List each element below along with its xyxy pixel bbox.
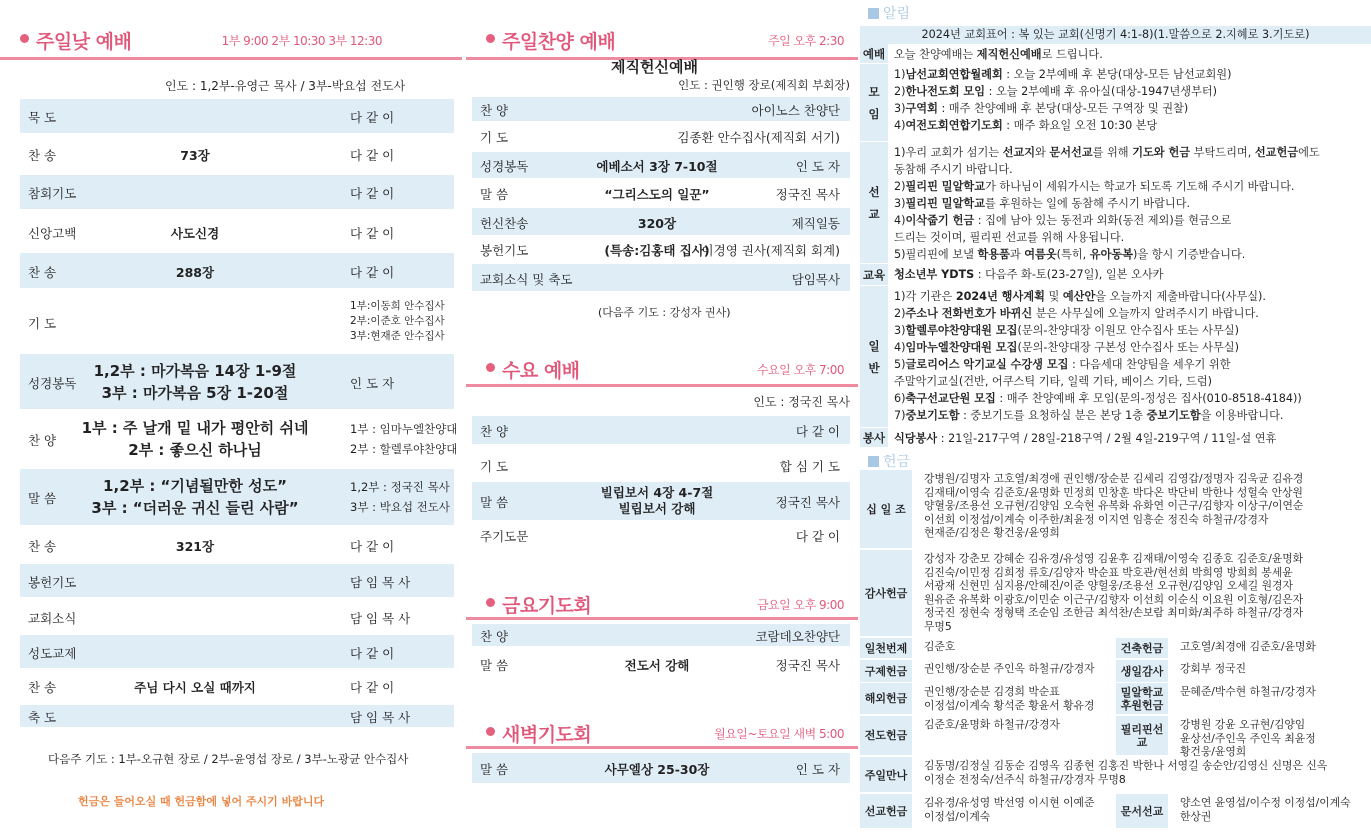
notice-category: 예배 — [860, 44, 888, 63]
offering-row — [1116, 794, 1371, 828]
text-line: 1부 : 주 날개 밑 내가 평안히 쉬네 — [81, 419, 309, 437]
offering-label: 감사헌금 — [860, 550, 912, 636]
order-label: 찬 송 — [28, 264, 57, 280]
order-row — [20, 600, 454, 633]
names-line: 양혈웅/조용선 오규현/김양임 오숙현 유복화 유화연 이근구/김향자 이상구/이연순 — [924, 499, 1304, 512]
order-content: 321장 — [175, 539, 215, 554]
order-label: 찬 양 — [480, 103, 509, 118]
order-content: 288장 — [175, 264, 215, 280]
divider — [466, 617, 858, 620]
names-line: 이선희 이정섭/이계숙 이주한/최윤정 이지연 임흥순 정진숙 하철규/강경자 — [924, 512, 1269, 526]
label-line: 후원헌금 — [1120, 698, 1164, 712]
text-line: 1부 : 임마누엘찬양대 — [350, 422, 458, 436]
category-char: 선 — [868, 184, 880, 199]
names-line: 강성자 강춘모 강혜순 김유경/유성영 김윤후 김재태/이영숙 김종호 김준호/윤명화 — [924, 552, 1304, 565]
notice-line: 1)각 기관은 2024년 행사계획 및 예산안을 오늘까지 제출바랍니다(사무실). — [894, 290, 1266, 303]
divider — [0, 57, 462, 60]
order-content: 사도신경 — [170, 225, 220, 241]
order-person: 이경영 권사(제직회 회계) — [701, 242, 840, 258]
category-char: 모 — [868, 84, 880, 99]
notice-line: 3)구역회 : 매주 찬양예배 후 본당(대상-모든 구역장 및 권찰) — [894, 102, 1189, 115]
notice-line: 2)주소나 전화번호가 바뀌신 분은 사무실에 오늘까지 알려주시기 바랍니다. — [894, 307, 1259, 320]
order-person: 다 같 이 — [350, 645, 395, 661]
wednesday-title: 수요 예배 — [502, 360, 580, 382]
names-line: 황건웅/윤영희 — [1180, 745, 1247, 758]
bullet-icon — [486, 598, 495, 607]
order-person: 다 같 이 — [350, 225, 395, 241]
order-person: 정국진 목사 — [775, 187, 840, 202]
wednesday-time: 수요일 오후 7:00 — [756, 363, 844, 377]
offering-row — [860, 683, 1114, 714]
order-row — [20, 253, 454, 288]
offering-label — [860, 716, 912, 755]
text-line: 2부 : 좋으신 하나님 — [128, 441, 262, 459]
order-row — [472, 124, 850, 148]
order-label: 말 씀 — [480, 495, 509, 510]
notice-line: 청소년부 YDTS : 다음주 화-토(23-27일), 일본 오사카 — [894, 268, 1164, 281]
notice-row — [860, 286, 1371, 428]
order-label: 봉헌기도 — [28, 574, 77, 590]
names-line: 이정순 전정숙/선주식 하철규/강경자 무명8 — [924, 772, 1126, 786]
names-line: 강병원/김명자 고호열/최경애 권인행/장순분 김세리 김영갑/정명자 김욱균 김유경 — [924, 472, 1304, 485]
offering-label: 주일만나 — [860, 757, 912, 792]
friday-title: 금요기도회 — [502, 595, 592, 617]
order-row — [20, 175, 454, 209]
order-label: 말 씀 — [480, 658, 509, 673]
order-row — [472, 152, 850, 178]
order-label: 기 도 — [480, 130, 509, 145]
label-line: 선교헌금 — [864, 804, 908, 818]
names-line: 정국진 정현숙 정형택 조순임 조한금 최석찬/손보람 최미화/최주하 하철규/강경자 — [924, 606, 1304, 619]
order-label: 교회소식 — [28, 610, 77, 626]
order-label: 찬 송 — [28, 539, 57, 554]
notice-line: 식당봉사 : 21일-217구역 / 28일-218구역 / 2월 4일-219구역 / 11일-설 연휴 — [894, 432, 1277, 445]
offering-label — [860, 794, 912, 828]
label-line: 밀알학교 — [1120, 685, 1164, 699]
notice-line: 4)임마누엘찬양대원 모집(문의-찬양대장 구본성 안수집사 또는 사무실) — [894, 341, 1239, 354]
square-icon — [868, 456, 879, 467]
order-row — [472, 97, 850, 121]
order-row — [20, 137, 454, 171]
offering-label — [860, 683, 912, 714]
praise-time: 주일 오후 2:30 — [768, 34, 844, 48]
order-row — [20, 99, 454, 133]
names-line: 윤상선/주인옥 주인옥 최윤정 — [1180, 731, 1316, 745]
offering-row — [860, 716, 1114, 755]
notice-body — [894, 66, 1367, 134]
order-person: 정국진 목사 — [775, 495, 840, 510]
names-line: 김준호/윤명화 하철규/강경자 — [924, 718, 1060, 731]
notice-row — [860, 264, 1371, 286]
names-line: 서광재 신현민 심지용/안혜진/이준 양헐웅/조용선 오규현/김양임 오세길 원경자 — [924, 579, 1293, 592]
category-char: 반 — [868, 360, 880, 375]
praise-leader: 인도 : 권인행 장로(제직회 부회장) — [678, 78, 850, 92]
order-person: 김종환 안수집사(제직회 서기) — [677, 130, 840, 145]
offering-row — [860, 470, 1371, 548]
notice-category: 봉사 — [860, 428, 888, 447]
names-line: 강병원 강윤 오규현/김양임 — [1180, 718, 1306, 731]
offering-names — [1180, 796, 1369, 823]
offering-names — [924, 685, 1112, 712]
notice-line: 4)여전도회연합기도회 : 매주 화요일 오전 10:30 본당 — [894, 119, 1158, 132]
names-line: 문혜준/박수현 하철규/강경자 — [1180, 685, 1316, 698]
bullet-icon — [486, 363, 495, 372]
text-line: 3부 : “더러운 귀신 들린 사람” — [91, 499, 299, 517]
order-content — [82, 417, 309, 461]
order-row — [20, 635, 454, 668]
order-label: 교회소식 및 축도 — [480, 271, 573, 287]
notice-body — [894, 144, 1367, 263]
order-row — [20, 527, 454, 563]
order-person — [350, 419, 457, 459]
order-person: 인 도 자 — [795, 762, 840, 777]
order-content — [94, 360, 297, 404]
notice-line: 4)이삭줍기 헌금 : 집에 남아 있는 동전과 외화(동전 제외)를 현금으로 — [894, 214, 1232, 227]
notice-line: 7)중보기도함 : 중보기도를 요청하실 분은 본당 1층 중보기도함을 이용바랍니다. — [894, 409, 1284, 422]
notice-body — [894, 266, 1367, 283]
notice-category — [860, 286, 888, 427]
offering-label — [1116, 716, 1168, 755]
order-person: 코람데오찬양단 — [755, 629, 840, 644]
dawn-header — [466, 717, 858, 745]
order-content: (특송:김홍태 집사) — [604, 242, 710, 258]
notice-row — [860, 428, 1371, 448]
order-label: 기 도 — [28, 315, 57, 331]
order-label: 찬 송 — [28, 148, 57, 163]
order-row — [472, 208, 850, 235]
category-char: 임 — [868, 106, 880, 121]
order-person: 제직일동 — [791, 215, 840, 231]
order-person: 합 심 기 도 — [779, 459, 840, 474]
notice-body — [894, 46, 1367, 63]
text-line: 1부:이동희 안수집사 — [350, 300, 445, 312]
order-person: 담 임 목 사 — [350, 574, 411, 590]
offering-label — [1116, 683, 1168, 714]
notice-body — [894, 430, 1367, 447]
order-row — [472, 264, 850, 291]
names-line: 강회부 정국진 — [1180, 662, 1247, 675]
text-line: 3부 : 마가복음 5장 1-20절 — [101, 383, 289, 402]
names-line: 김진숙/이민정 김희정 류호/김양자 박순표 박호관/현선희 박희영 방희희 봉세윤 — [924, 565, 1293, 579]
order-label: 말 씀 — [480, 187, 509, 202]
order-row — [20, 411, 458, 467]
offering-row — [1116, 638, 1371, 658]
notice-line: 3)할렐루야찬양대원 모집(문의-찬양대장 이원모 안수집사 또는 사무실) — [894, 324, 1239, 337]
category-char: 교 — [868, 206, 880, 221]
notice-header — [868, 3, 910, 21]
names-line: 권인행/장순분 김경희 박순표 — [924, 685, 1060, 698]
names-line: 한상권 — [1180, 809, 1212, 823]
order-label: 성경봉독 — [480, 159, 529, 174]
square-icon — [868, 8, 879, 19]
sunday-leader: 인도 : 1,2부-유영근 목사 / 3부-박요섭 전도사 — [165, 79, 406, 93]
order-row — [472, 416, 850, 444]
order-person: 다 같 이 — [795, 529, 840, 544]
order-label: 주기도문 — [480, 529, 529, 544]
order-row — [472, 753, 850, 783]
order-content: 사무엘상 25-30장 — [604, 762, 710, 777]
offering-label — [860, 660, 912, 682]
offering-label — [1116, 660, 1168, 682]
order-row — [20, 469, 454, 525]
order-person: 다 같 이 — [350, 110, 395, 125]
notice-line: 1)남선교회연합월례회 : 오늘 2부예배 후 본당(대상-모든 남선교회원) — [894, 68, 1232, 81]
text-line: 1,2부 : 정국진 목사 — [350, 480, 450, 494]
sunday-next-prayer: 다음주 기도 : 1부-오규현 장로 / 2부-윤영섭 장로 / 3부-노광균 안수집사 — [48, 752, 409, 766]
notice-category — [860, 64, 888, 141]
order-row — [472, 624, 850, 646]
offering-names — [924, 759, 1365, 786]
order-row — [20, 354, 454, 409]
order-person: 인 도 자 — [795, 159, 840, 174]
label-line: 구제헌금 — [864, 664, 908, 678]
text-line: 3부 : 박요섭 전도사 — [350, 500, 450, 514]
offering-row — [860, 757, 1371, 792]
sunday-header — [0, 24, 462, 52]
order-label: 신앙고백 — [28, 225, 77, 241]
praise-header — [466, 24, 858, 52]
names-line: 김유경/유성영 박선영 이시현 이예준 — [924, 796, 1095, 809]
notice-line: 2)한나전도회 모임 : 오늘 2부예배 후 유아실(대상-1947년생부터) — [894, 85, 1218, 98]
text-line: 2부:이준호 안수집사 — [350, 315, 445, 327]
notice-category: 교육 — [860, 264, 888, 285]
order-person: 다 같 이 — [350, 148, 395, 163]
sunday-title: 주일낮 예배 — [36, 31, 132, 53]
order-label: 말 씀 — [480, 762, 509, 777]
label-line: 필리핀선교 — [1120, 722, 1164, 749]
wednesday-leader: 인도 : 정국진 목사 — [753, 395, 850, 409]
sunday-time: 1부 9:00 2부 10:30 3부 12:30 — [221, 34, 382, 48]
order-person — [350, 477, 450, 517]
order-row — [472, 452, 850, 478]
order-row — [20, 669, 454, 703]
offering-title: 헌금 — [883, 454, 911, 470]
order-label: 봉헌기도 — [480, 242, 529, 258]
praise-subtitle: 제직헌신예배 — [611, 58, 698, 76]
offering-names — [1180, 718, 1369, 759]
offering-row — [1116, 683, 1371, 714]
text-line: 1,2부 : 마가복음 14장 1-9절 — [93, 361, 297, 380]
offering-names — [924, 640, 1112, 654]
names-line: 양소연 윤영섭/이수정 이정섭/이계숙 — [1180, 796, 1351, 809]
order-label: 말 씀 — [28, 491, 57, 506]
offering-row — [860, 638, 1114, 658]
bullet-icon — [20, 34, 29, 43]
order-label: 찬 양 — [28, 433, 57, 448]
label-line: 전도헌금 — [864, 729, 908, 742]
order-person: 다 같 이 — [350, 264, 395, 280]
order-row — [20, 292, 454, 351]
offering-label — [1116, 638, 1168, 658]
text-line: 1,2부 : “기념될만한 성도” — [103, 477, 287, 495]
order-row — [472, 180, 850, 206]
order-row — [472, 482, 850, 520]
order-label: 헌신찬송 — [480, 215, 529, 231]
notice-row — [860, 44, 1371, 64]
notice-line: 1)우리 교회가 섬기는 선교지와 문서선교를 위해 기도와 헌금 부탁드리며, 선교헌금에도 — [894, 146, 1320, 159]
category-char: 일 — [868, 338, 880, 353]
bullet-icon — [486, 727, 495, 736]
order-row — [472, 235, 850, 262]
names-line: 현재준/김정은 황건웅/윤영희 — [924, 526, 1060, 539]
order-person: 다 같 이 — [350, 539, 395, 554]
notice-body — [894, 288, 1367, 424]
order-content: 73장 — [180, 148, 210, 163]
order-label: 찬 송 — [28, 680, 57, 695]
wednesday-header — [466, 353, 858, 381]
order-content — [601, 485, 713, 517]
order-row — [472, 648, 850, 680]
offering-names — [1180, 640, 1369, 654]
offering-header — [868, 451, 910, 469]
notice-line: 동참해 주시기 바랍니다. — [894, 163, 1013, 176]
divider — [466, 384, 858, 387]
bullet-icon — [486, 34, 495, 43]
offering-row — [1116, 716, 1371, 758]
offering-row — [860, 660, 1114, 682]
divider — [466, 746, 858, 749]
notice-line: 드리는 것이며, 필리핀 선교를 위해 사용됩니다. — [894, 231, 1125, 244]
text-line: 빌립보서 4장 4-7절 — [600, 485, 714, 500]
notice-line: 3)필리핀 밀알학교를 후원하는 일에 동참해 주시기 바랍니다. — [894, 197, 1191, 210]
offering-names — [924, 552, 1365, 633]
order-person: 다 같 이 — [795, 424, 840, 439]
friday-time: 금요일 오후 9:00 — [756, 598, 844, 612]
offering-names — [924, 472, 1365, 540]
offering-label: 십 일 조 — [860, 470, 912, 548]
notice-row — [860, 64, 1371, 142]
order-person: 아이노스 찬양단 — [751, 103, 840, 118]
praise-title: 주일찬양 예배 — [502, 31, 616, 53]
text-line: 3부:현재준 안수집사 — [350, 330, 445, 342]
order-label: 성도교제 — [28, 645, 77, 661]
names-line: 이정섭/이계숙 — [924, 809, 991, 823]
order-person — [350, 299, 445, 344]
offering-label — [860, 638, 912, 658]
order-person: 다 같 이 — [350, 680, 395, 695]
order-person: 인 도 자 — [350, 375, 395, 391]
order-row — [20, 705, 454, 727]
label-line: 해외헌금 — [864, 692, 908, 705]
dawn-title: 새벽기도회 — [502, 724, 592, 746]
names-line: 권인행/장순분 주인옥 하철규/강경자 — [924, 662, 1095, 675]
order-label: 성경봉독 — [28, 375, 77, 391]
notice-line: 6)축구선교단원 모집 : 매주 찬양예배 후 모임(문의-정성은 집사(010-8518-4184)) — [894, 392, 1302, 405]
order-content: 에베소서 3장 7-10절 — [596, 159, 718, 174]
order-label: 기 도 — [480, 459, 509, 474]
notice-line: 5)글로리어스 악기교실 수강생 모집 : 다음세대 찬양팀을 세우기 위한 — [894, 358, 1231, 371]
notice-category — [860, 142, 888, 263]
order-person: 정국진 목사 — [775, 658, 840, 673]
text-line: 2부 : 할렐루야찬양대 — [350, 442, 458, 456]
notice-row — [860, 142, 1371, 264]
label-line: 생일감사 — [1120, 664, 1164, 678]
order-label: 축 도 — [28, 710, 57, 725]
offering-names — [924, 662, 1112, 676]
offering-row — [860, 550, 1371, 636]
order-row — [472, 522, 850, 548]
friday-header — [466, 588, 858, 616]
order-content: 주님 다시 오실 때까지 — [134, 680, 256, 695]
order-content: 320장 — [637, 215, 677, 231]
offering-label — [1116, 794, 1168, 828]
order-person: 다 같 이 — [350, 186, 395, 201]
offering-names — [924, 718, 1112, 732]
names-line: 원유준 유복화 이광호/이민순 이근구/김향자 이선희 이순식 이요원 이호형/김은자 — [924, 592, 1304, 606]
notice-line: 2)필리핀 밀알학교가 하나님이 세워가시는 학교가 되도록 기도해 주시기 바랍니다. — [894, 180, 1295, 193]
church-motto: 2024년 교회표어 : 복 있는 교회(신명기 4:1-8)(1.말씀으로 2.지혜로 3.기도로) — [860, 26, 1371, 44]
notice-line: 5)필리핀에 보낼 학용품과 여름옷(특히, 유아동복)을 항시 기증받습니다. — [894, 248, 1246, 261]
order-label: 묵 도 — [28, 110, 57, 125]
names-line: 고호열/최경애 김준호/윤명화 — [1180, 640, 1316, 653]
order-content: “그리스도의 일꾼” — [604, 187, 710, 202]
offering-note: 헌금은 들어오실 때 헌금함에 넣어 주시기 바랍니다 — [78, 795, 325, 808]
notice-line: 주말악기교실(건반, 어쿠스틱 기타, 일렉 기타, 베이스 기타, 드럼) — [894, 375, 1213, 388]
offering-row — [1116, 660, 1371, 682]
names-line: 무명5 — [924, 619, 952, 633]
offering-row — [860, 794, 1114, 828]
order-label: 찬 양 — [480, 424, 509, 439]
offering-names — [1180, 685, 1369, 699]
offering-names — [924, 796, 1112, 823]
order-person: 담 임 목 사 — [350, 610, 411, 626]
order-row — [20, 564, 454, 597]
order-content — [91, 475, 298, 519]
order-content: 전도서 강해 — [624, 658, 690, 673]
order-person: 담 임 목 사 — [350, 710, 411, 725]
label-line: 일천번제 — [864, 641, 908, 655]
names-line: 김동명/김정실 김동순 김영옥 김종현 김홍진 박한나 서영길 송순안/김영신 신명은 신옥 — [924, 759, 1328, 772]
label-line: 건축헌금 — [1120, 641, 1164, 655]
names-line: 이정섭/이계숙 황석준 황윤서 황유경 — [924, 698, 1095, 712]
praise-next-prayer: (다음주 기도 : 강성자 권사) — [598, 306, 731, 319]
names-line: 김준호 — [924, 640, 956, 653]
order-row — [20, 214, 454, 249]
names-line: 김재태/이영숙 김준호/윤명화 민정희 민창훈 박다온 박단비 박한나 성헐숙 안상원 — [924, 485, 1303, 499]
order-person: 담임목사 — [791, 271, 840, 287]
notice-line: 오늘 찬양예배는 제직헌신예배로 드립니다. — [894, 48, 1103, 61]
order-label: 찬 양 — [480, 629, 509, 644]
text-line: 빌립보서 강해 — [618, 501, 696, 516]
notice-title: 알림 — [883, 6, 911, 22]
offering-names — [1180, 662, 1369, 676]
dawn-time: 월요일~토요일 새벽 5:00 — [714, 727, 844, 741]
label-line: 문서선교 — [1120, 804, 1164, 818]
order-label: 참회기도 — [28, 186, 77, 201]
